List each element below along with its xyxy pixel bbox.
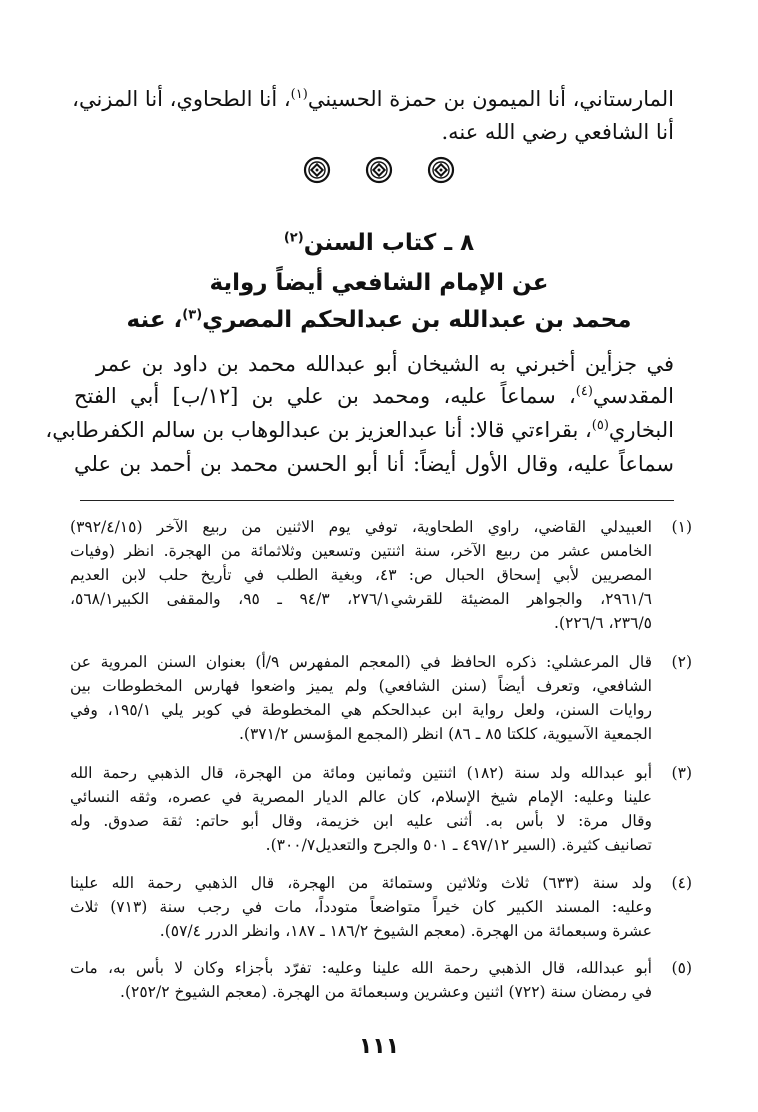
section-heading-line-3: محمد بن عبدالله بن عبدالحكم المصري$^{(٣)}$، عنه <box>126 307 632 333</box>
ornament-icon <box>303 156 331 184</box>
footnote-ref-2[interactable]: (٢) <box>283 230 304 246</box>
footnote-2: (٢) قال المرعشلي: ذكره الحافظ في (المعجم المفهرس ٩/أ) بعنوان السنن المروية عن الشافعي، وتعرف أيضاً (سنن الشافعي) ولم يميز واضعوا فهارس المخطوطات بين روايات السنن، ولعل رواية ابن عبدالحكم هي المخطوطة في كوبر يلي ١٩٥/١، وفي الجمعية الآسيوية، كلكتا ٨٥ ـ ٨٦) انظر (المجمع المؤسس ٣٧١/٢). <box>70 650 692 746</box>
footnote-number: (٣) <box>671 764 692 782</box>
footnote-ref-4[interactable]: (٤) <box>575 384 593 399</box>
footnote-number: (٢) <box>671 653 692 671</box>
footnote-ref-5[interactable]: (٥) <box>591 418 609 433</box>
footnote-number: (٥) <box>671 959 692 977</box>
body-line-1: في جزأين أخبرني به الشيخان أبو عبدالله محمد بن داود بن عمر <box>96 352 674 376</box>
body-line-2: المقدسي$^{(٤)}$، سماعاً عليه، ومحمد بن علي بن [١٢/ب] أبي الفتح <box>74 384 675 408</box>
ornament-icon <box>427 156 455 184</box>
intro-line-2: أنا الشافعي رضي الله عنه. <box>441 120 674 144</box>
footnote-number: (١) <box>671 518 692 536</box>
footnote-1: (١) العبيدلي القاضي، راوي الطحاوية، توفي يوم الاثنين من ربيع الآخر (٣٩٢/٤/١٥) الخامس عشر من ربيع الآخر، سنة اثنتين وتسعين وثلاثمائة من الهجرة. انظر (وفيات المصريين لأبي إسحاق الحبال ص: ٤٣، وبغية الطلب في تأريخ حلب لابن العديم ٢٩٦١/٦، والجواهر المضيئة للقرشي٢٧٦/١، ٩٤/٣ ـ ٩٥، والمقفى الكبير٥٦٨/١، ٢٣٦/٥، ٢٢٦/٦). <box>70 515 692 635</box>
intro-line-1: المارستاني، أنا الميمون بن حمزة الحسيني$^{(١)}$، أنا الطحاوي، أنا المزني، <box>72 87 674 111</box>
section-ornaments <box>0 156 758 184</box>
footnote-4: (٤) ولد سنة (٦٣٣) ثلاث وثلاثين وستمائة من الهجرة، قال الذهبي رحمة الله علينا وعليه: المسند الكبير كان خيراً متواضعاً متودداً، مات في رجب سنة (٧١٣) ثلاث عشرة وسبعمائة من الهجرة. (معجم الشيوخ ١٨٦/٢ ـ ١٨٧، وانظر الدرر ٥٧/٤). <box>70 871 692 943</box>
ornament-icon <box>365 156 393 184</box>
page-number: ١١١ <box>358 1034 400 1059</box>
footnote-ref-3[interactable]: (٣) <box>182 307 203 323</box>
section-heading-line-2: عن الإمام الشافعي أيضاً رواية <box>209 270 549 296</box>
footnote-number: (٤) <box>671 874 692 892</box>
footnote-5: (٥) أبو عبدالله، قال الذهبي رحمة الله علينا وعليه: تفرّد بأجزاء وكان لا بأس به، مات في رمضان سنة (٧٢٢) اثنين وعشرين وسبعمائة من الهجرة. (معجم الشيوخ ٢٥٢/٢). <box>70 956 692 1004</box>
footnote-divider <box>80 500 674 501</box>
footnote-ref-1[interactable]: (١) <box>290 87 308 102</box>
body-line-3: البخاري$^{(٥)}$، بقراءتي قالا: أنا عبدالعزيز بن عبدالوهاب بن سالم الكفرطابي، <box>45 418 674 442</box>
section-heading-line-1: ٨ ـ كتاب السنن$^{(٢)}$ <box>283 230 475 256</box>
footnote-3: (٣) أبو عبدالله ولد سنة (١٨٢) اثنتين وثمانين ومائة من الهجرة، قال الذهبي رحمة الله علينا وعليه: الإمام شيخ الإسلام، كان عالم الديار المصرية في عصره، وثقه النسائي وقال مرة: لا بأس به. أثنى عليه ابن خزيمة، وقال أبو حاتم: ثقة صدوق. وله تصانيف كثيرة. (السير ٤٩٧/١٢ ـ ٥٠١ والجرح والتعديل٣٠٠/٧). <box>70 761 692 857</box>
body-line-4: سماعاً عليه، وقال الأول أيضاً: أنا أبو الحسن محمد بن أحمد بن علي <box>74 452 674 476</box>
